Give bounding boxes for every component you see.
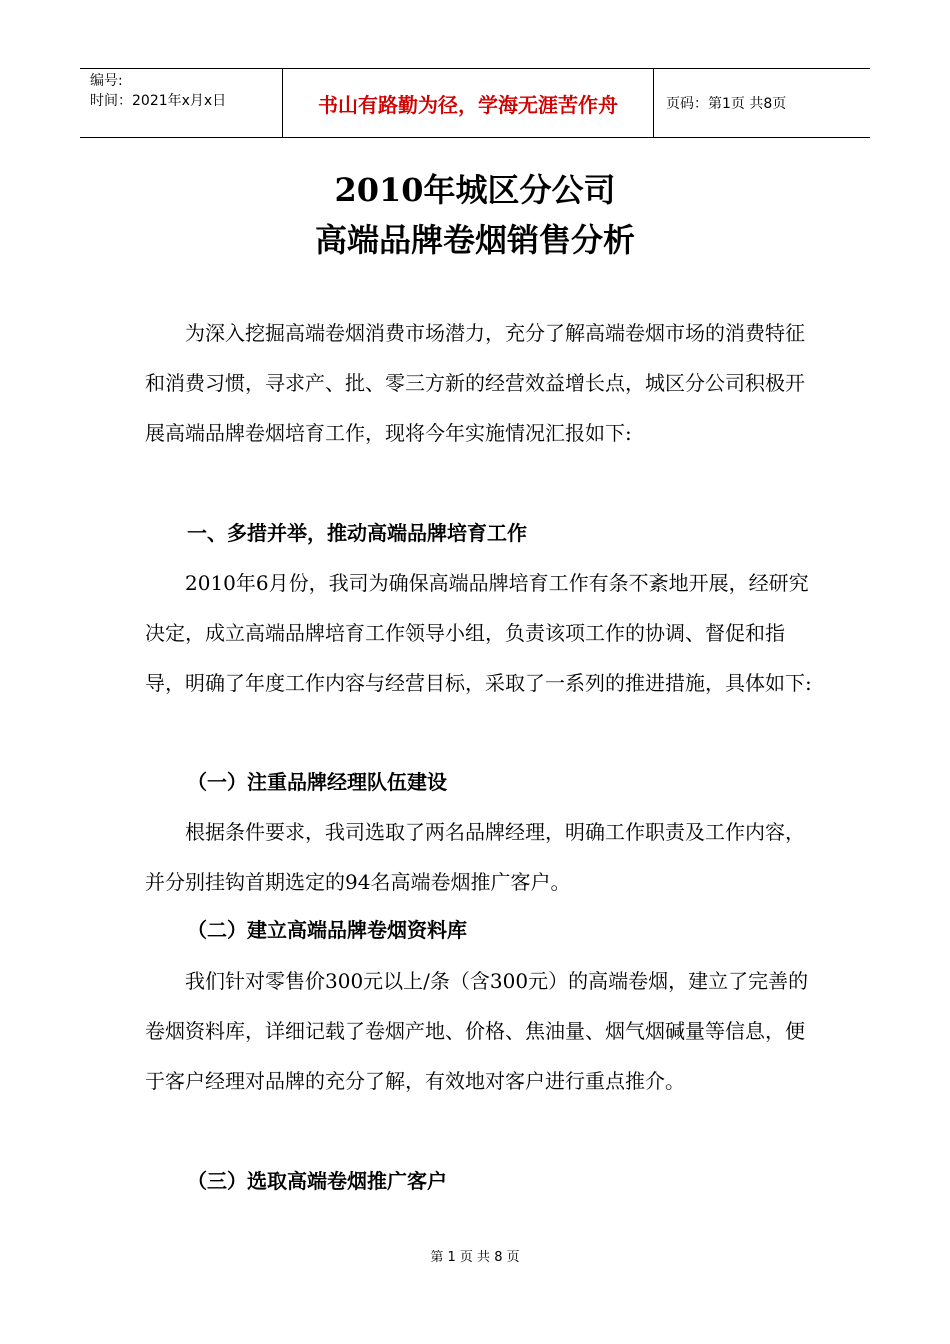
document-title-line1: 2010年城区分公司 <box>334 171 616 209</box>
subsection2-heading: （二）建立高端品牌卷烟资料库 <box>187 918 467 942</box>
subsection1-heading: （一）注重品牌经理队伍建设 <box>187 770 447 794</box>
document-time-label: 时间：2021年x月x日 <box>90 93 227 109</box>
page-footer: 第 1 页 共 8 页 <box>430 1250 520 1265</box>
intro-paragraph: 为深入挖掘高端卷烟消费市场潜力，充分了解高端卷烟市场的消费特征和消费习惯，寻求产、批、零三方新的经营效益增长点，城区分公司积极开展高端品牌卷烟培育工作，现将今年实施情况汇报如下: <box>145 321 805 445</box>
document-number-label: 编号: <box>90 73 123 89</box>
header-page-info: 页码：第1页 共8页 <box>666 96 787 112</box>
section1-heading: 一、多措并举，推动高端品牌培育工作 <box>187 521 527 545</box>
subsection2-paragraph: 我们针对零售价300元以上/条（含300元）的高端卷烟，建立了完善的卷烟资料库，详细记载了卷烟产地、价格、焦油量、烟气烟碱量等信息，便于客户经理对品牌的充分了解，有效地对客户进行重点推介。 <box>145 969 809 1093</box>
section1-paragraph: 2010年6月份，我司为确保高端品牌培育工作有条不紊地开展，经研究决定，成立高端品牌培育工作领导小组，负责该项工作的协调、督促和指导，明确了年度工作内容与经营目标，采取了一系列的推进措施，具体如下: <box>145 571 812 695</box>
document-title-line2: 高端品牌卷烟销售分析 <box>314 221 635 259</box>
header-motto: 书山有路勤为径，学海无涯苦作舟 <box>282 69 654 137</box>
header-info-cell <box>80 69 282 137</box>
subsection1-paragraph: 根据条件要求，我司选取了两名品牌经理，明确工作职责及工作内容，并分别挂钩首期选定的94名高端卷烟推广客户。 <box>145 820 805 894</box>
document-header <box>80 68 870 138</box>
subsection3-heading: （三）选取高端卷烟推广客户 <box>187 1169 447 1193</box>
